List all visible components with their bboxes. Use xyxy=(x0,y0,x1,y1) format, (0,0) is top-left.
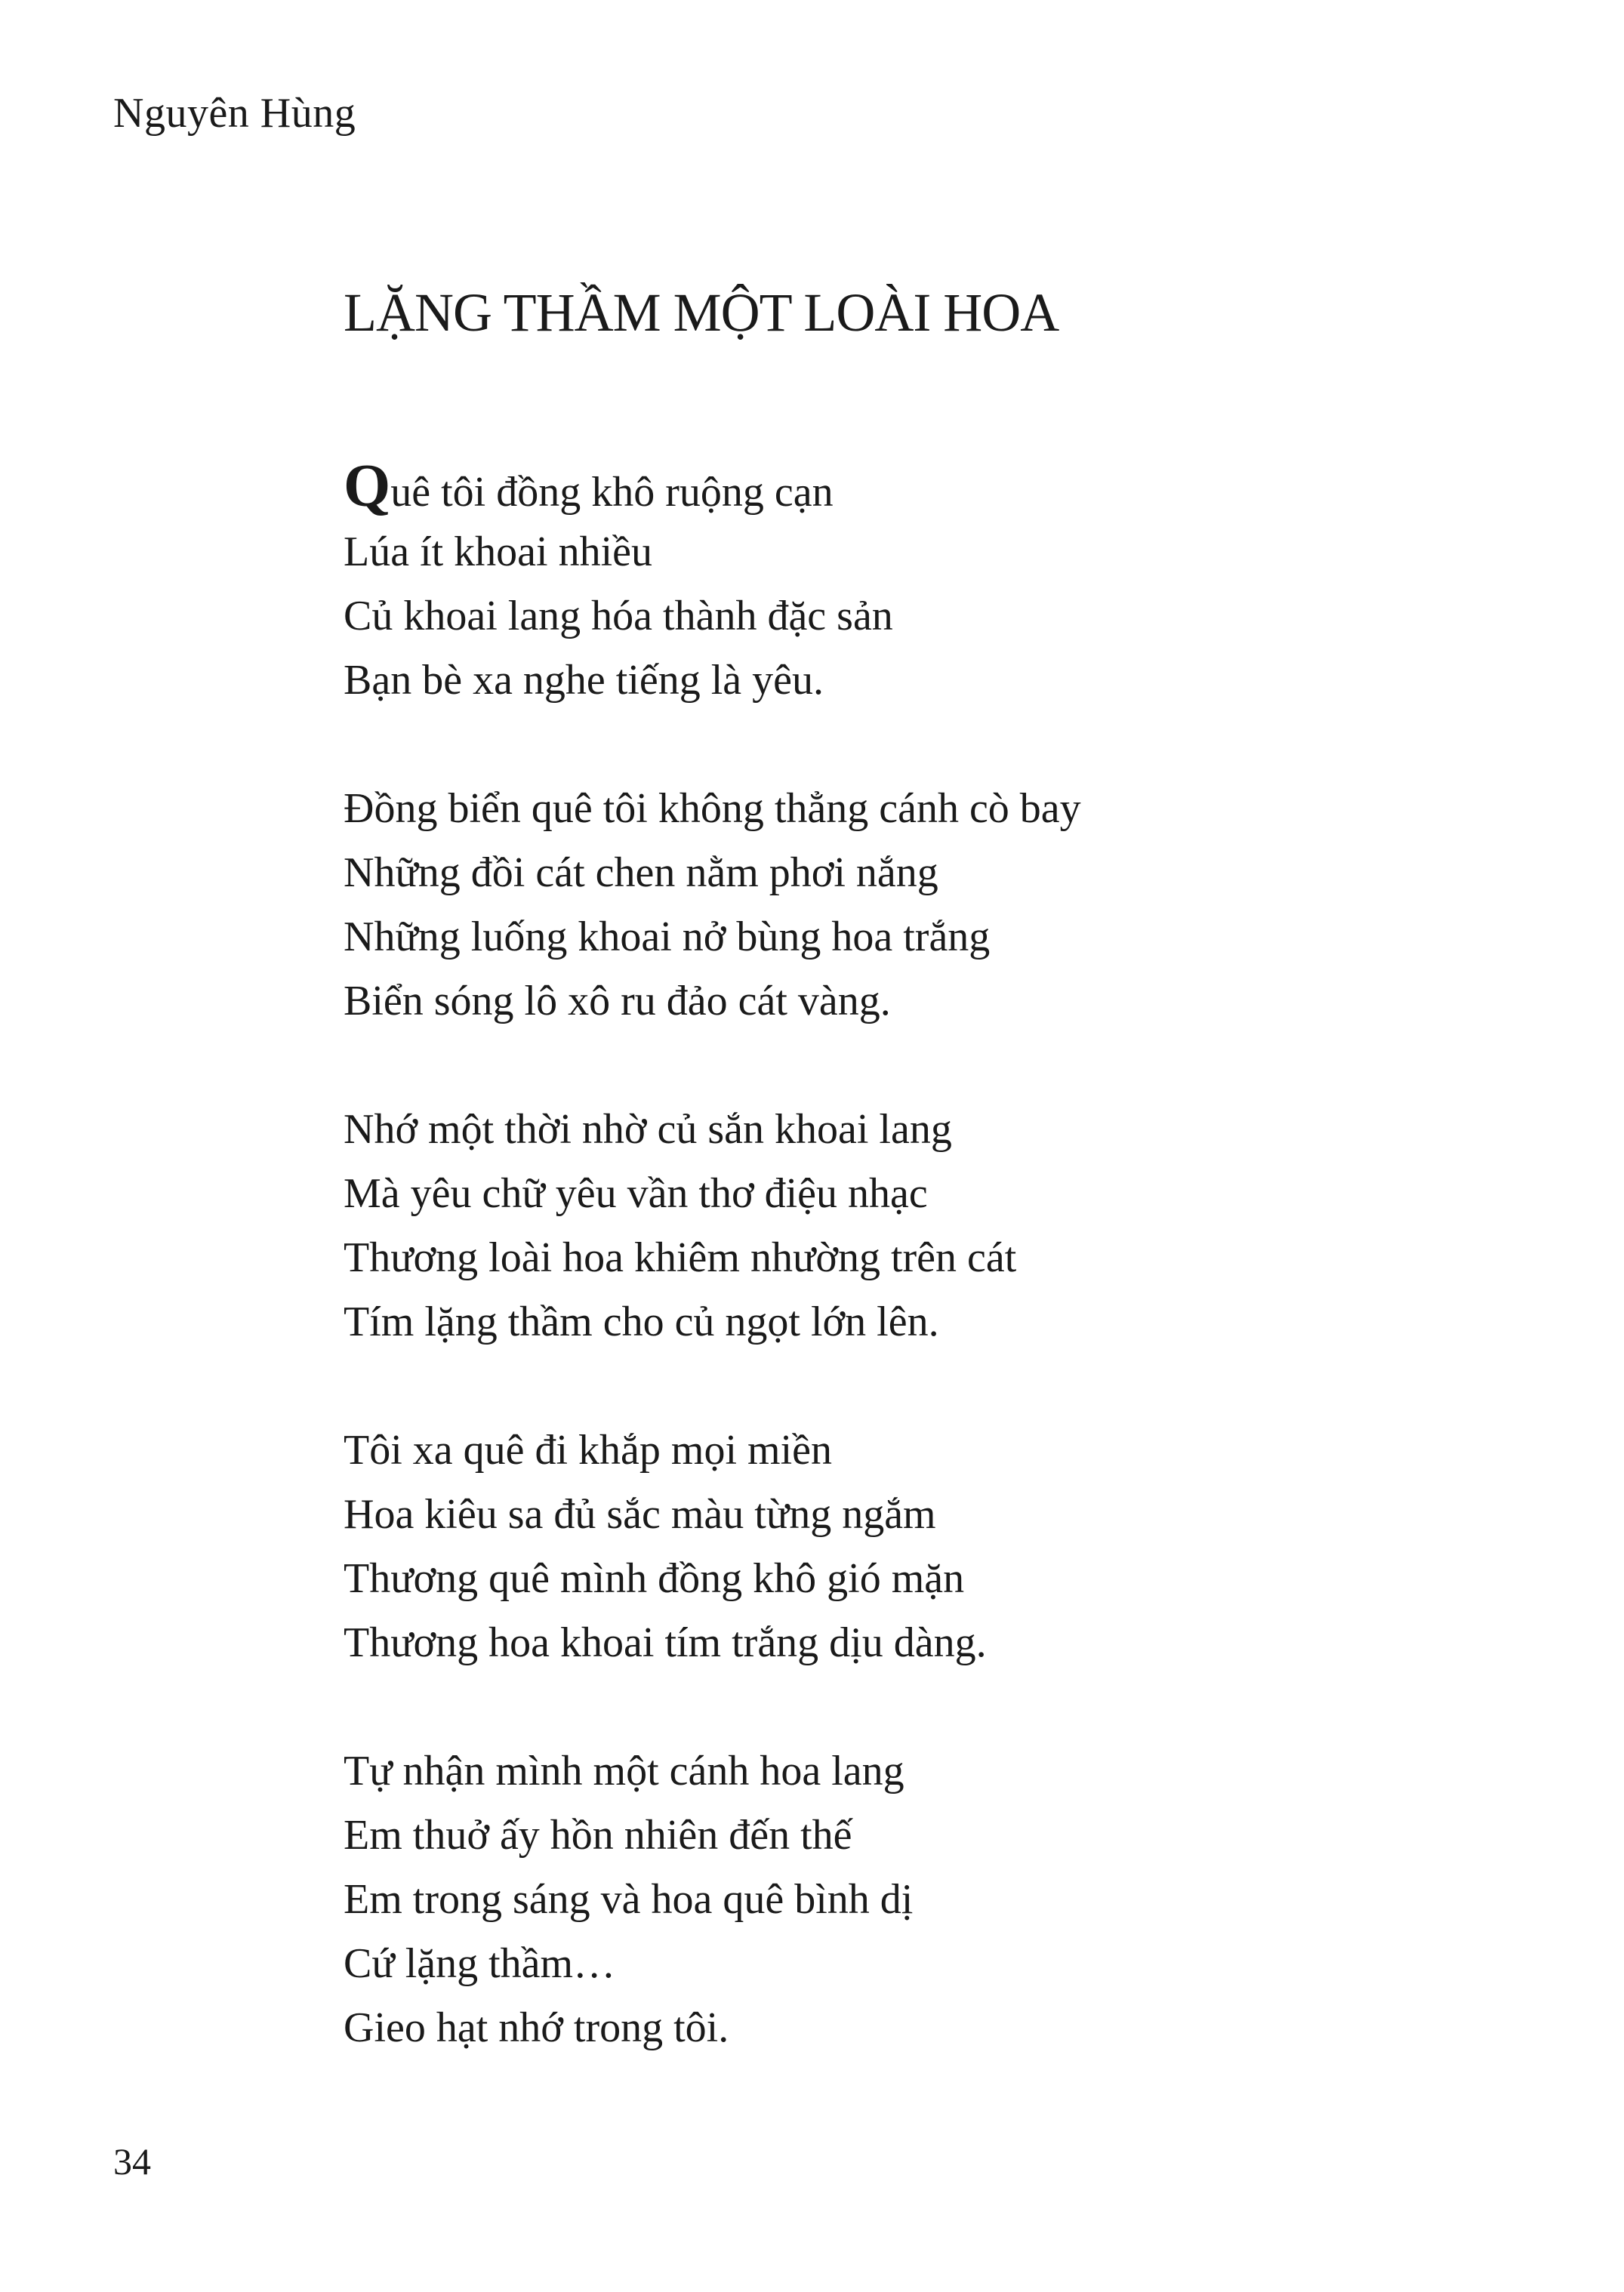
poem-line: Những luống khoai nở bùng hoa trắng xyxy=(344,913,991,960)
running-header-author: Nguyên Hùng xyxy=(113,90,356,137)
poem-line: Gieo hạt nhớ trong tôi. xyxy=(344,2004,729,2051)
first-line-text: uê tôi đồng khô ruộng cạn xyxy=(390,469,834,516)
poem-line: Tím lặng thầm cho củ ngọt lớn lên. xyxy=(344,1298,939,1345)
stanza-1 xyxy=(344,453,1081,713)
poem-line: Bạn bè xa nghe tiếng là yêu. xyxy=(344,657,824,704)
page-number: 34 xyxy=(113,2140,151,2183)
poem-line: Đồng biển quê tôi không thẳng cánh cò bay xyxy=(344,785,1081,832)
poem-line: Nhớ một thời nhờ củ sắn khoai lang xyxy=(344,1106,952,1153)
stanza-3 xyxy=(344,1098,1081,1354)
poem-line: Những đồi cát chen nằm phơi nắng xyxy=(344,849,938,896)
poem-line: Tôi xa quê đi khắp mọi miền xyxy=(344,1427,832,1474)
poem-line: Thương quê mình đồng khô gió mặn xyxy=(344,1555,965,1602)
poem-line: Em trong sáng và hoa quê bình dị xyxy=(344,1876,914,1923)
stanza-2 xyxy=(344,777,1081,1034)
poem-line: Thương hoa khoai tím trắng dịu dàng. xyxy=(344,1619,987,1666)
poem-line xyxy=(344,453,1081,520)
poem-line: Củ khoai lang hóa thành đặc sản xyxy=(344,593,893,639)
stanza-5 xyxy=(344,1739,1081,2060)
drop-cap: Q xyxy=(344,453,391,519)
poem-line: Tự nhận mình một cánh hoa lang xyxy=(344,1748,904,1794)
poem-line: Hoa kiêu sa đủ sắc màu từng ngắm xyxy=(344,1491,936,1538)
poem-line: Cứ lặng thầm… xyxy=(344,1940,616,1987)
poem-line: Lúa ít khoai nhiều xyxy=(344,528,653,575)
poem-title: LẶNG THẦM MỘT LOÀI HOA xyxy=(344,282,1059,343)
poem-line: Mà yêu chữ yêu vần thơ điệu nhạc xyxy=(344,1170,928,1217)
poem-line: Biển sóng lô xô ru đảo cát vàng. xyxy=(344,978,891,1024)
stanza-4 xyxy=(344,1419,1081,1675)
poem-line: Em thuở ấy hồn nhiên đến thế xyxy=(344,1812,852,1859)
poem-line: Thương loài hoa khiêm nhường trên cát xyxy=(344,1234,1017,1281)
poem-body xyxy=(344,453,1081,2124)
